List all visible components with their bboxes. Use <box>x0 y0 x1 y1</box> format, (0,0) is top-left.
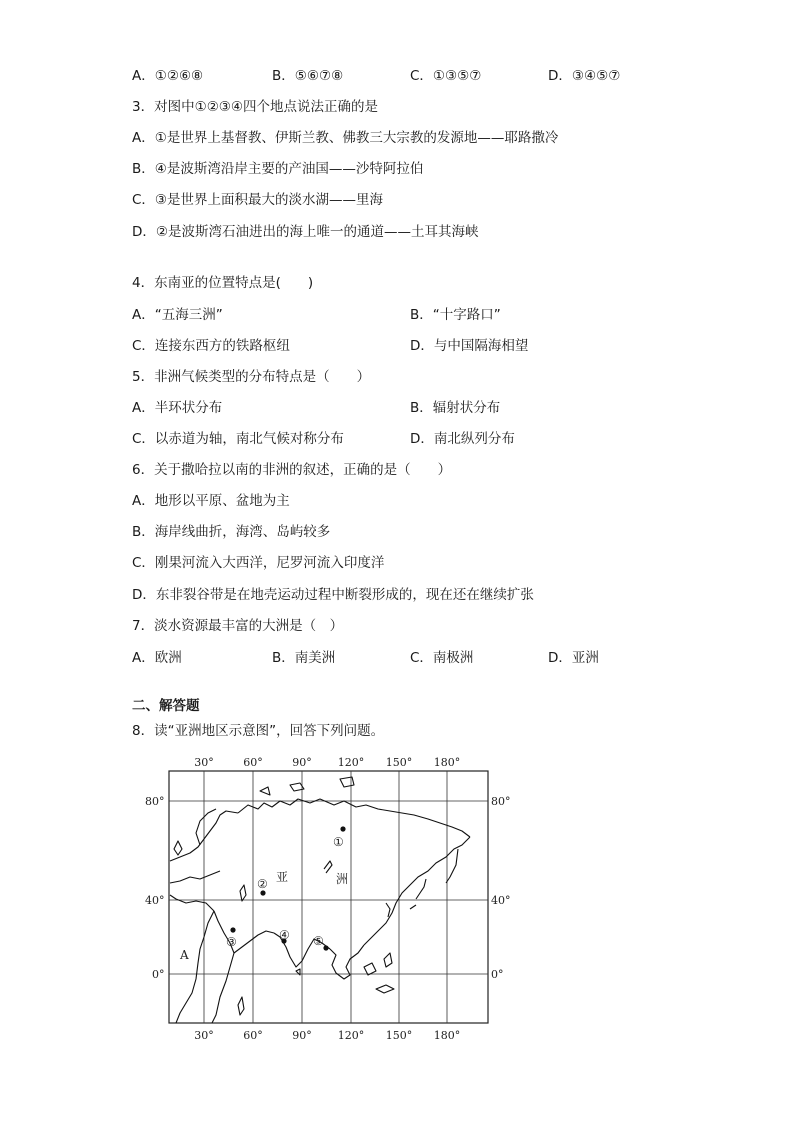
q5-option-b: B．辐射状分布 <box>410 400 501 416</box>
q7-stem: 7．淡水资源最丰富的大洲是（ ） <box>132 618 344 634</box>
q3-option-b: B．④是波斯湾沿岸主要的产油国——沙特阿拉伯 <box>132 161 424 177</box>
q4-option-a: A．“五海三洲” <box>132 307 223 323</box>
lat-label-right-0: 0° <box>491 968 504 981</box>
q6-option-b: B．海岸线曲折，海湾、岛屿较多 <box>132 524 331 540</box>
q4-option-b: B．“十字路口” <box>410 307 501 323</box>
q5-option-c: C．以赤道为轴，南北气候对称分布 <box>132 431 344 447</box>
point-1-label: ① <box>333 835 344 849</box>
lon-label-bottom-180: 180° <box>433 1029 461 1042</box>
q7-option-c: C．南极洲 <box>410 650 474 666</box>
lon-label-top-90: 90° <box>292 756 312 769</box>
point-5-label: ⑤ <box>313 934 324 948</box>
lat-label-left-0: 0° <box>152 968 165 981</box>
lat-label-left-80: 80° <box>145 795 165 808</box>
lon-label-top-180: 180° <box>433 756 461 769</box>
q3-stem: 3．对图中①②③④四个地点说法正确的是 <box>132 99 378 115</box>
q4-option-c: C．连接东西方的铁路枢纽 <box>132 338 290 354</box>
q6-option-d: D．东非裂谷带是在地壳运动过程中断裂形成的，现在还在继续扩张 <box>132 587 534 603</box>
lon-label-top-150: 150° <box>385 756 413 769</box>
lon-label-top-60: 60° <box>243 756 263 769</box>
point-1-dot <box>340 826 345 831</box>
lon-label-top-30: 30° <box>194 756 214 769</box>
q3-option-c: C．③是世界上面积最大的淡水湖——里海 <box>132 192 384 208</box>
q7-option-a: A．欧洲 <box>132 650 182 666</box>
point-3-label: ③ <box>226 935 237 949</box>
q2-option-b: B．⑤⑥⑦⑧ <box>272 68 344 84</box>
q4-option-d: D．与中国隔海相望 <box>410 338 529 354</box>
label-a: A <box>180 948 189 962</box>
q4-stem: 4．东南亚的位置特点是( ) <box>132 275 314 291</box>
lon-label-bottom-30: 30° <box>194 1029 214 1042</box>
q5-option-a: A．半环状分布 <box>132 400 223 416</box>
q2-option-c: C．①③⑤⑦ <box>410 68 482 84</box>
map-grid <box>169 771 488 1023</box>
q7-option-b: B．南美洲 <box>272 650 336 666</box>
map-frame <box>169 771 488 1023</box>
q2-option-d: D．③④⑤⑦ <box>548 68 621 84</box>
point-2-label: ② <box>257 877 268 891</box>
point-5-dot <box>323 945 328 950</box>
q3-option-a: A．①是世界上基督教、伊斯兰教、佛教三大宗教的发源地——耶路撒冷 <box>132 130 559 146</box>
asia-map <box>140 753 520 1048</box>
lat-label-left-40: 40° <box>145 894 165 907</box>
lat-label-right-40: 40° <box>491 894 511 907</box>
q3-option-d: D．②是波斯湾石油进出的海上唯一的通道——土耳其海峡 <box>132 224 479 240</box>
q2-option-a: A．①②⑥⑧ <box>132 68 204 84</box>
q8-stem: 8．读“亚洲地区示意图”，回答下列问题。 <box>132 723 385 739</box>
asia-label-ya: 亚 <box>276 870 289 884</box>
q5-stem: 5．非洲气候类型的分布特点是（ ） <box>132 369 371 385</box>
section-heading: 二、解答题 <box>132 698 200 714</box>
lon-label-bottom-150: 150° <box>385 1029 413 1042</box>
q6-stem: 6．关于撒哈拉以南的非洲的叙述，正确的是（ ） <box>132 462 452 478</box>
q7-option-d: D．亚洲 <box>548 650 599 666</box>
point-3-dot <box>230 927 235 932</box>
lon-label-bottom-120: 120° <box>337 1029 365 1042</box>
q6-option-c: C．刚果河流入大西洋，尼罗河流入印度洋 <box>132 555 385 571</box>
point-4-label: ④ <box>279 928 290 942</box>
lat-label-right-80: 80° <box>491 795 511 808</box>
lon-label-top-120: 120° <box>337 756 365 769</box>
point-2-dot <box>260 890 265 895</box>
q6-option-a: A．地形以平原、盆地为主 <box>132 493 290 509</box>
lon-label-bottom-90: 90° <box>292 1029 312 1042</box>
asia-label-zhou: 洲 <box>336 872 349 886</box>
q5-option-d: D．南北纵列分布 <box>410 431 515 447</box>
lon-label-bottom-60: 60° <box>243 1029 263 1042</box>
